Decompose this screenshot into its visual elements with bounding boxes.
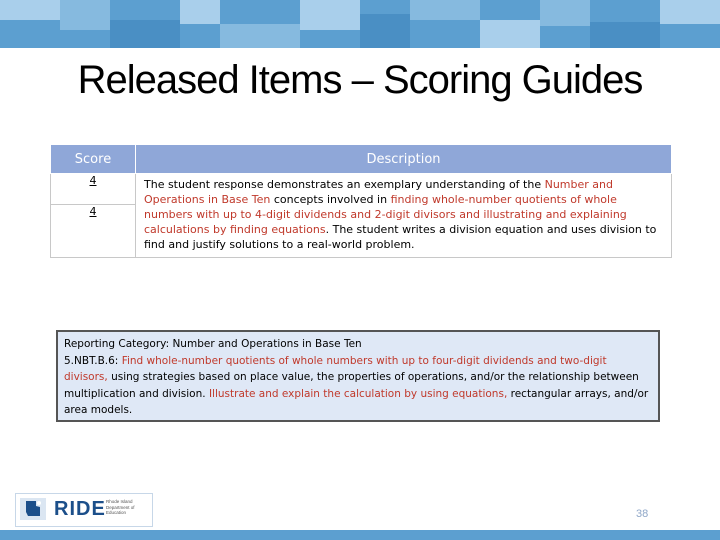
score-header: Score (51, 145, 136, 174)
description-highlight: Number and Operations in Base Ten (144, 178, 613, 206)
rhode-island-map-icon (20, 498, 46, 520)
logo-subtitle: Rhode Island Department of Education (106, 499, 135, 515)
description-text: . The student writes a division equation and uses division to find and justify solutions to a real-world problem. (144, 223, 657, 251)
description-text: The student response demonstrates an exemplary understanding of the (144, 178, 545, 191)
bar-tile (480, 20, 540, 48)
description-cell (136, 174, 672, 258)
ride-logo (15, 493, 153, 527)
top-decorative-bar (0, 0, 720, 48)
score-cell (51, 174, 136, 205)
bar-tile (660, 0, 720, 24)
score-cell (51, 205, 136, 258)
standard-highlight: Illustrate and explain the calculation by using equations, (208, 387, 508, 400)
standard-body: using strategies based on place value, the properties of operations, and/or the relationship between multiplication and division. (64, 371, 639, 400)
bar-tile (360, 14, 410, 48)
table-row (51, 174, 672, 205)
table-header-row (51, 145, 672, 174)
scoring-table (50, 144, 672, 258)
page-number: 38 (636, 508, 649, 520)
slide-title: Released Items – Scoring Guides (77, 58, 643, 102)
standard-body: rectangular arrays, and/or area models. (64, 387, 649, 416)
description-text: concepts involved in (270, 193, 391, 206)
bar-tile (590, 22, 660, 48)
footer (0, 488, 720, 540)
logo-text: RIDE (54, 498, 106, 520)
bar-tile (410, 0, 480, 20)
description-header: Description (136, 145, 672, 174)
standard-box (56, 330, 660, 422)
standard-highlight: Find whole-number quotients of whole numbers with up to four-digit dividends and two-digit divisors, (64, 354, 607, 383)
bar-tile (0, 0, 60, 20)
description-highlight: finding whole-number quotients of whole numbers with up to 4-digit dividends and 2-digit divisors and illustrating and explaining calculations by finding equations (144, 193, 627, 236)
bar-tile (110, 20, 180, 48)
score-value[interactable]: 4 (89, 205, 97, 218)
bar-tile (300, 0, 360, 30)
standard-text (64, 353, 652, 419)
bar-tile (220, 24, 300, 48)
score-value[interactable]: 4 (89, 174, 97, 187)
bar-tile (180, 0, 220, 24)
bar-tile (540, 0, 590, 26)
bar-tile (60, 0, 110, 30)
standard-code: 5.NBT.B.6: (64, 354, 122, 367)
bottom-decorative-bar (0, 530, 720, 540)
reporting-category: Reporting Category: Number and Operations in Base Ten (64, 338, 362, 350)
